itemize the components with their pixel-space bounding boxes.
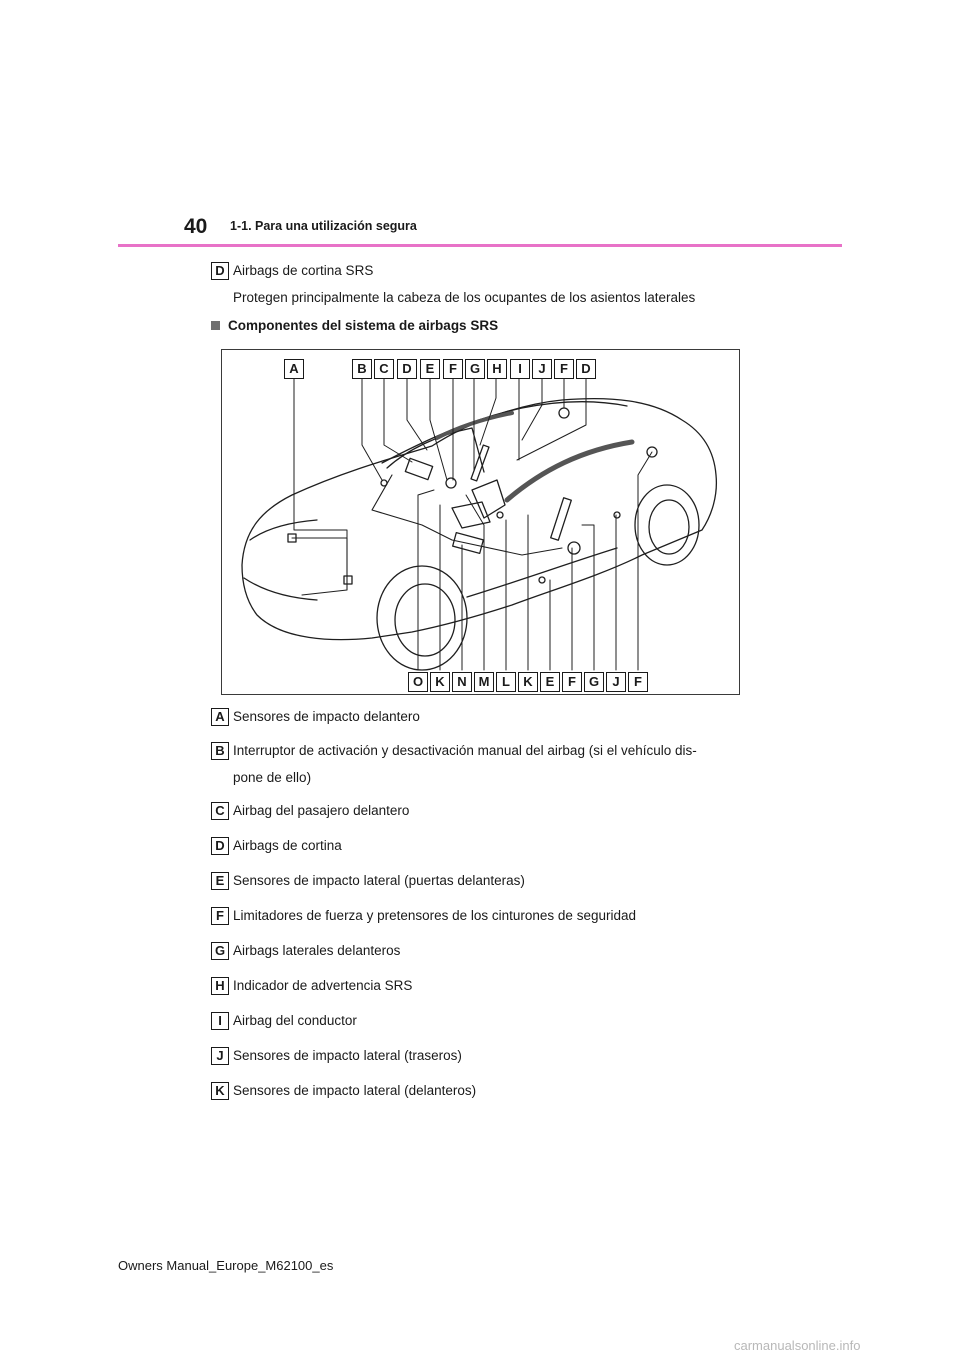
front-seat-2 — [452, 502, 490, 528]
legend-text-c: Airbag del pasajero delantero — [233, 803, 410, 818]
figure-label-bottom-f: F — [562, 672, 582, 692]
figure-label-top-i: I — [510, 359, 530, 379]
figure-label-bottom-n: N — [452, 672, 472, 692]
header-rule — [118, 244, 842, 247]
sensor-j — [614, 512, 620, 518]
figure-label-bottom-f2: F — [628, 672, 648, 692]
figure-label-top-f2: F — [554, 359, 574, 379]
page-number: 40 — [184, 215, 208, 238]
wiring-harness — [292, 475, 562, 595]
legend-text-g: Airbags laterales delanteros — [233, 943, 401, 958]
legend-key-h: H — [211, 977, 229, 995]
sensor-b — [381, 480, 387, 486]
legend-key-g: G — [211, 942, 229, 960]
footer-document-id: Owners Manual_Europe_M62100_es — [118, 1258, 334, 1273]
legend-key-i: I — [211, 1012, 229, 1030]
figure-label-top-a: A — [284, 359, 304, 379]
figure-label-top-d: D — [397, 359, 417, 379]
intro-description: Protegen principalmente la cabeza de los ocupantes de los asientos laterales — [233, 290, 696, 305]
figure-label-top-d2: D — [576, 359, 596, 379]
legend-key-d: D — [211, 837, 229, 855]
figure-label-top-h: H — [487, 359, 507, 379]
sensor-f-top — [559, 408, 569, 418]
rear-wheel-inner — [649, 500, 689, 554]
figure-label-top-b: B — [352, 359, 372, 379]
front-bumper — [244, 578, 317, 600]
section-heading-text: Componentes del sistema de airbags SRS — [228, 318, 499, 333]
figure-label-bottom-g: G — [584, 672, 604, 692]
figure-label-bottom-j: J — [606, 672, 626, 692]
side-airbag-rear — [551, 498, 572, 540]
figure-label-top-j: J — [532, 359, 552, 379]
figure-label-top-f: F — [443, 359, 463, 379]
legend-key-b: B — [211, 742, 229, 760]
curtain-airbag-rail — [507, 442, 632, 500]
figure-label-top-e: E — [420, 359, 440, 379]
front-wheel-inner — [395, 584, 455, 656]
sensor-k — [539, 577, 545, 583]
car-body-outline — [242, 399, 716, 640]
legend-key-a: A — [211, 708, 229, 726]
intro-title: Airbags de cortina SRS — [233, 263, 374, 278]
intro-badge: D — [211, 262, 229, 280]
figure-label-bottom-k: K — [430, 672, 450, 692]
passenger-airbag-module — [405, 458, 432, 479]
section-title: 1-1. Para una utilización segura — [230, 219, 417, 233]
square-bullet-icon — [211, 321, 220, 330]
legend-text-e: Sensores de impacto lateral (puertas delanteras) — [233, 873, 525, 888]
figure-label-bottom-o: O — [408, 672, 428, 692]
figure-label-bottom-l: L — [496, 672, 516, 692]
sensor-l — [497, 512, 503, 518]
legend-key-j: J — [211, 1047, 229, 1065]
figure-label-top-c: C — [374, 359, 394, 379]
front-sensor-2 — [344, 576, 352, 584]
sensor-e — [446, 478, 456, 488]
legend-key-e: E — [211, 872, 229, 890]
windshield — [387, 428, 484, 472]
figure-label-bottom-e: E — [540, 672, 560, 692]
legend-text-h: Indicador de advertencia SRS — [233, 978, 413, 993]
legend-text-f: Limitadores de fuerza y pretensores de los cinturones de seguridad — [233, 908, 636, 923]
legend-text-b: Interruptor de activación y desactivación manual del airbag (si el vehículo dis- — [233, 743, 697, 758]
sensor-g — [568, 542, 580, 554]
legend-key-k: K — [211, 1082, 229, 1100]
legend-text-b-cont: pone de ello) — [233, 770, 312, 785]
legend-key-f: F — [211, 907, 229, 925]
leader-lines-bottom — [418, 452, 652, 670]
legend-text-j: Sensores de impacto lateral (traseros) — [233, 1048, 462, 1063]
figure-label-bottom-k2: K — [518, 672, 538, 692]
section-heading — [211, 318, 498, 333]
legend-text-k: Sensores de impacto lateral (delanteros) — [233, 1083, 477, 1098]
legend-text-d: Airbags de cortina — [233, 838, 342, 853]
airbag-components-figure — [221, 349, 740, 695]
legend-key-c: C — [211, 802, 229, 820]
legend-text-i: Airbag del conductor — [233, 1013, 357, 1028]
figure-label-bottom-m: M — [474, 672, 494, 692]
car-diagram — [222, 350, 741, 696]
figure-label-top-g: G — [465, 359, 485, 379]
legend-text-a: Sensores de impacto delantero — [233, 709, 420, 724]
front-wheel — [377, 566, 467, 670]
watermark: carmanualsonline.info — [734, 1338, 861, 1353]
